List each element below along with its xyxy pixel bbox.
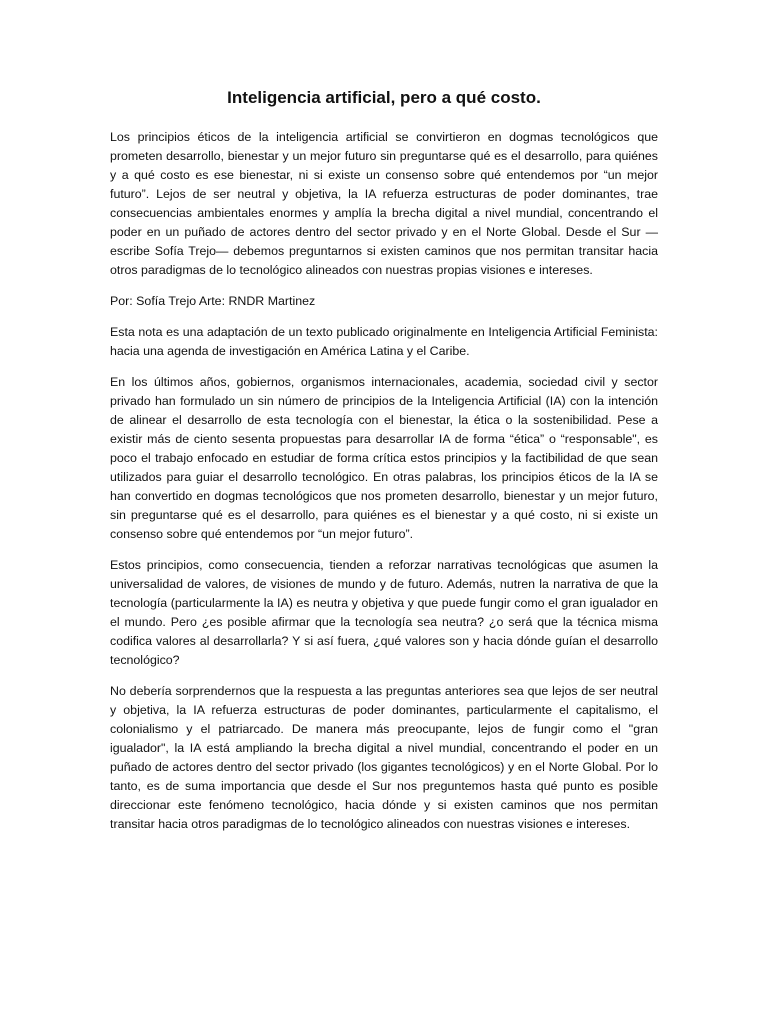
body-paragraph-2: Estos principios, como consecuencia, tienden a reforzar narrativas tecnológicas que asumen la universalidad de valores, de visiones de mundo y de futuro. Además, nutren la narrativa de que la tecnología (particularmente la IA) es neutra y objetiva y que puede fungir como el gran igualador en el mundo. Pero ¿es posible afirmar que la tecnología sea neutra? ¿o será que la técnica misma codifica valores al desarrollarla? Y si así fuera, ¿qué valores son y hacia dónde guían el desarrollo tecnológico? — [110, 558, 658, 667]
intro-paragraph: Los principios éticos de la inteligencia artificial se convirtieron en dogmas tecnológicos que prometen desarrollo, bienestar y un mejor futuro sin preguntarse qué es el desarrollo, para quiénes y a qué costo es ese bienestar, ni si existe un consenso sobre qué entendemos por “un mejor futuro”. Lejos de ser neutral y objetiva, la IA refuerza estructuras de poder dominantes, trae consecuencias ambientales enormes y amplía la brecha digital a nivel mundial, concentrando el poder en un puñado de actores dentro del sector privado y en el Norte Global. Desde el Sur —escribe Sofía Trejo— debemos preguntarnos si existen caminos que nos permitan transitar hacia otros paradigmas de lo tecnológico alineados con nuestras propias visiones e intereses. — [110, 130, 658, 277]
adaptation-note: Esta nota es una adaptación de un texto publicado originalmente en Inteligencia Artificial Feminista: hacia una agenda de investigación en América Latina y el Caribe. — [110, 325, 658, 358]
document-title: Inteligencia artificial, pero a qué costo. — [227, 88, 541, 107]
body-paragraph-3: No debería sorprendernos que la respuesta a las preguntas anteriores sea que lejos de ser neutral y objetiva, la IA refuerza estructuras de poder dominantes, particularmente el capitalismo, el colonialismo y el patriarcado. De manera más preocupante, lejos de fungir como el "gran igualador", la IA está ampliando la brecha digital a nivel mundial, concentrando el poder en un puñado de actores dentro del sector privado (los gigantes tecnológicos) y en el Norte Global. Por lo tanto, es de suma importancia que desde el Sur nos preguntemos hasta qué punto es posible direccionar este fenómeno tecnológico, hacia dónde y si existen caminos que nos permitan transitar hacia otros paradigmas de lo tecnológico alineados con nuestras visiones e intereses. — [110, 684, 658, 831]
body-paragraph-1: En los últimos años, gobiernos, organismos internacionales, academia, sociedad civil y sector privado han formulado un sin número de principios de la Inteligencia Artificial (IA) con la intención de alinear el desarrollo de esta tecnología con el bienestar, la ética o la sostenibilidad. Pese a existir más de ciento sesenta propuestas para desarrollar IA de forma “ética” o “responsable", es poco el trabajo enfocado en estudiar de forma crítica estos principios y la factibilidad de que sean utilizados para guiar el desarrollo tecnológico. En otras palabras, los principios éticos de la IA se han convertido en dogmas tecnológicos que nos prometen desarrollo, bienestar y un mejor futuro, sin preguntarse qué es el desarrollo, para quiénes es el bienestar y a qué costo, ni si existe un consenso sobre qué entendemos por “un mejor futuro”. — [110, 375, 658, 541]
document-content — [110, 86, 658, 846]
byline: Por: Sofía Trejo Arte: RNDR Martinez — [110, 294, 316, 308]
